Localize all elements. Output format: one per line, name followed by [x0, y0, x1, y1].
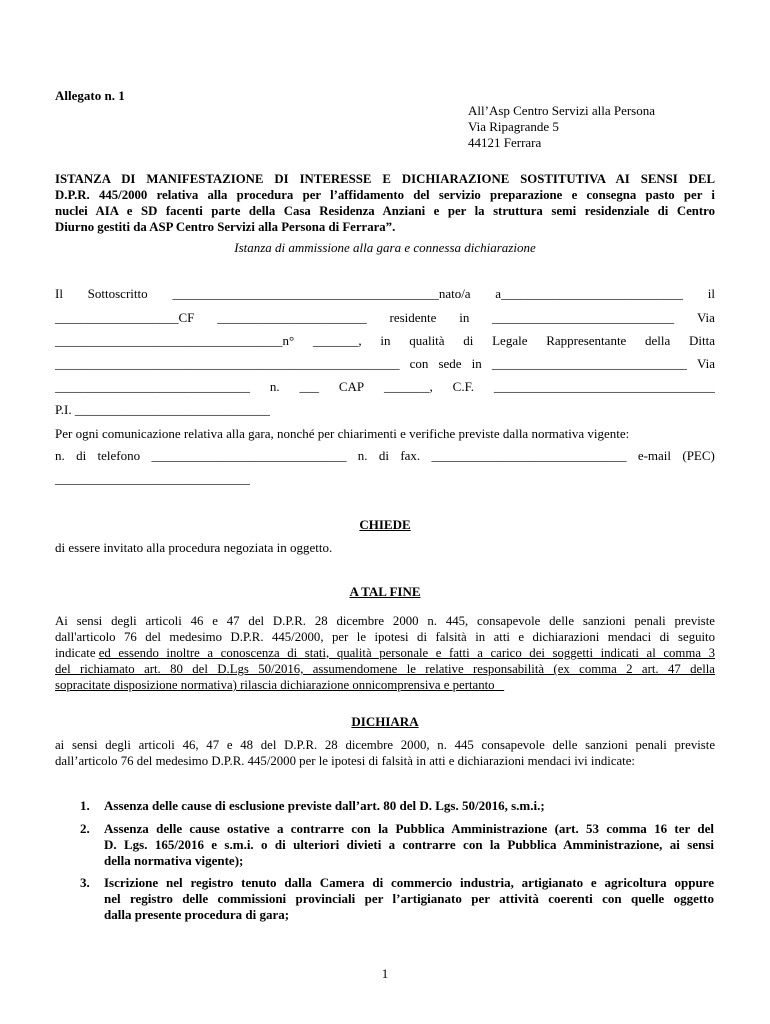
allegato-label: Allegato n. 1: [55, 88, 125, 103]
dichiara-heading: DICHIARA: [351, 714, 419, 729]
subtitle: Istanza di ammissione alla gara e connessa dichiarazione: [234, 240, 536, 255]
address-line-2: Via Ripagrande 5: [468, 119, 559, 134]
address-line-3: 44121 Ferrara: [468, 135, 542, 150]
list-item-2-number: 2.: [80, 821, 90, 836]
form-line-3: ___________________________________n° _______, in qualità di Legale Rappresentante della Ditta: [55, 333, 715, 348]
page-number: 1: [381, 966, 389, 981]
fine-line-5: sopracitate disposizione normativa) rilascia dichiarazione onnicomprensiva e pertanto: [55, 678, 505, 692]
dichiara-line-1: ai sensi degli articoli 46, 47 e 48 del D.P.R. 28 dicembre 2000, n. 445 consapevole delle sanzioni penali previste: [55, 738, 715, 752]
list-item-1-number: 1.: [80, 798, 90, 813]
form-line-7: Per ogni comunicazione relativa alla gara, nonché per chiarimenti e verifiche previste dalla normativa vigente:: [55, 426, 630, 441]
title-line-2: D.P.R. 445/2000 relativa alla procedura per l’affidamento del servizio preparazione e consegna pasto per i: [55, 188, 715, 202]
title-line-1: ISTANZA DI MANIFESTAZIONE DI INTERESSE E DICHIARAZIONE SOSTITUTIVA AI SENSI DEL: [55, 172, 715, 186]
form-line-6: P.I. ______________________________: [55, 402, 270, 417]
list-item-3-line-3: dalla presente procedura di gara;: [104, 907, 290, 922]
form-line-9: ______________________________: [55, 471, 250, 486]
list-item-1-line-1: Assenza delle cause di esclusione previste dall’art. 80 del D. Lgs. 50/2016, s.m.i.;: [104, 798, 545, 813]
list-item-2-line-2: D. Lgs. 165/2016 e s.m.i. o di ulteriori divieti a contrarre con la Pubblica Amministrazione, ai sensi: [104, 837, 714, 852]
list-item-3-line-1: Iscrizione nel registro tenuto dalla Camera di commercio industria, artigianato e agricoltura oppure: [104, 875, 714, 890]
chiede-heading: CHIEDE: [359, 517, 411, 532]
fine-line-1: Ai sensi degli articoli 46 e 47 del D.P.R. 28 dicembre 2000 n. 445, consapevole delle sanzioni penali previste: [55, 614, 715, 628]
form-line-4: _____________________________________________________ con sede in ______________________________ Via: [55, 356, 715, 371]
fine-line-3: indicate ed essendo inoltre a conoscenza di stati, qualità personale e fatti a carico dei soggetti indicati al comma 3: [55, 646, 715, 660]
fine-heading: A TAL FINE: [349, 584, 421, 599]
list-item-2-line-3: della normativa vigente);: [104, 853, 244, 868]
fine-line-4: del richiamato art. 80 del D.Lgs 50/2016, assumendomene le relative responsabilità (ex comma 2 art. 47 della: [55, 662, 715, 676]
form-line-8: n. di telefono ______________________________ n. di fax. ______________________________ e-mail (PEC): [55, 448, 715, 463]
dichiara-line-2: dall’articolo 76 del medesimo D.P.R. 445/2000 per le ipotesi di falsità in atti e dichiarazioni mendaci ivi indicate:: [55, 754, 635, 768]
list-item-3-line-2: nel registro delle commissioni provinciali per l’artigianato per attività coerenti con quelle oggetto: [104, 891, 714, 906]
address-line-1: All’Asp Centro Servizi alla Persona: [468, 103, 656, 118]
form-line-2: ___________________CF _______________________ residente in ____________________________ Via: [55, 310, 715, 325]
title-line-4: Diurno gestiti da ASP Centro Servizi alla Persona di Ferrara”.: [55, 220, 396, 234]
fine-line-2: dall'articolo 76 del medesimo D.P.R. 445/2000, per le ipotesi di falsità in atti e dichiarazioni mendaci di seguito: [55, 630, 715, 644]
title-line-3: nuclei AIA e SD facenti parte della Casa Residenza Anziani e per la struttura semi residenziale di Centro: [55, 204, 715, 218]
list-item-3-number: 3.: [80, 875, 90, 890]
form-line-1: Il Sottoscritto _________________________________________nato/a a____________________________ il: [55, 286, 715, 301]
chiede-text: di essere invitato alla procedura negoziata in oggetto.: [55, 540, 333, 555]
form-line-5: ______________________________ n. ___ CAP _______, C.F. __________________________________: [55, 379, 715, 394]
list-item-2-line-1: Assenza delle cause ostative a contrarre con la Pubblica Amministrazione (art. 53 comma 16 ter del: [104, 821, 714, 836]
